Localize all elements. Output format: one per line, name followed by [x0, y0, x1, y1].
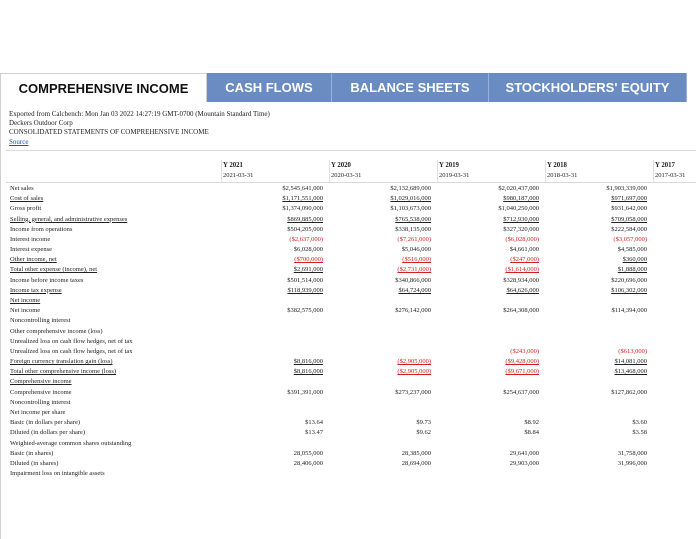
table-cell: $273,237,000: [395, 388, 431, 396]
table-cell: $931,642,000: [611, 205, 647, 213]
row-label: Income before income taxes: [10, 276, 84, 284]
table-cell: $3.60: [632, 419, 647, 427]
table-cell: $382,575,000: [287, 307, 323, 315]
table-cell: $64,626,000: [506, 286, 539, 294]
table-cell: $5,046,000: [401, 246, 431, 254]
table-cell: ($613,000): [618, 347, 647, 355]
table-cell: $127,862,000: [611, 388, 647, 396]
table-cell: $220,696,000: [611, 276, 647, 284]
table-cell: ($9,671,000): [505, 368, 539, 376]
table-row: [1, 328, 700, 336]
table-cell: $1,040,250,000: [498, 205, 539, 213]
row-label: Interest expense: [10, 246, 53, 254]
row-label: Cost of sales: [10, 195, 44, 203]
table-row: [1, 399, 700, 407]
table-row: [1, 409, 700, 417]
table-cell: ($1,614,000): [505, 266, 539, 274]
column-year-2019: Y 2019: [439, 162, 459, 169]
row-label: Diluted (in dollars per share): [10, 429, 86, 437]
table-cell: $6,028,000: [293, 246, 323, 254]
table-cell: $971,697,000: [611, 195, 647, 203]
row-label: Income from operations: [10, 225, 73, 233]
table-cell: $2,545,641,000: [282, 185, 323, 192]
table-cell: ($247,000): [510, 256, 539, 264]
row-label: Comprehensive income: [10, 388, 72, 396]
table-cell: $8.84: [524, 429, 539, 437]
row-label: Net sales: [10, 185, 34, 192]
table-cell: $254,637,000: [503, 388, 539, 396]
column-date-2018: 2018-03-31: [547, 172, 578, 179]
table-row: [1, 378, 700, 386]
table-row: [1, 317, 700, 325]
row-label: Selling, general, and administrative expenses: [10, 215, 128, 223]
table-cell: $869,885,000: [287, 215, 323, 223]
row-label: Total other expense (income), net: [10, 266, 98, 274]
table-row: [1, 266, 700, 274]
column-year-2021: Y 2021: [223, 162, 243, 169]
table-row: [1, 236, 700, 244]
row-label: Net income: [10, 307, 41, 315]
table-cell: $9.73: [416, 419, 431, 427]
table-cell: 28,694,000: [401, 459, 431, 467]
column-date-2017: 2017-03-31: [655, 172, 686, 179]
column-year-2020: Y 2020: [331, 162, 351, 169]
export-info: Exported from Calcbench: Mon Jan 03 2022 14:27:19 GMT-0700 (Mountain Standard Time): [9, 110, 270, 118]
column-divider: [653, 160, 654, 182]
statement-title: CONSOLIDATED STATEMENTS OF COMPREHENSIVE INCOME: [9, 128, 209, 136]
table-cell: $1,171,551,000: [282, 195, 323, 203]
tab-stockholders-equity[interactable]: STOCKHOLDERS' EQUITY: [489, 73, 687, 102]
table-cell: $64,724,000: [398, 286, 431, 294]
table-cell: ($3,057,000): [613, 235, 647, 243]
table-cell: $1,888,000: [617, 266, 647, 274]
table-cell: 31,758,000: [617, 449, 647, 457]
table-cell: $3.58: [632, 429, 647, 437]
table-cell: $222,584,000: [611, 225, 647, 233]
row-label: Interest income: [10, 235, 51, 243]
divider: [6, 150, 696, 151]
column-date-2021: 2021-03-31: [223, 172, 254, 179]
tab-comprehensive-income[interactable]: COMPREHENSIVE INCOME: [0, 73, 207, 102]
table-cell: $1,374,090,000: [282, 205, 323, 213]
table-row: [1, 246, 700, 254]
column-divider: [329, 160, 330, 182]
table-row: [1, 297, 700, 305]
table-cell: $2,691,000: [293, 266, 323, 274]
table-cell: ($243,000): [510, 347, 539, 355]
row-label: Net income: [10, 296, 41, 304]
table-cell: $712,930,000: [503, 215, 539, 223]
column-divider: [221, 160, 222, 182]
table-row: [1, 348, 700, 356]
table-cell: $327,320,000: [503, 225, 539, 233]
table-cell: $13.47: [305, 429, 323, 437]
table-cell: $276,142,000: [395, 307, 431, 315]
table-row: [1, 419, 700, 427]
table-cell: $504,205,000: [287, 225, 323, 233]
table-row: [1, 338, 700, 346]
row-label: Other income, net: [10, 256, 57, 264]
column-date-2019: 2019-03-31: [439, 172, 470, 179]
table-row: [1, 307, 700, 315]
table-cell: $13,468,000: [614, 368, 647, 376]
table-row: [1, 440, 700, 448]
table-row: [1, 389, 700, 397]
table-cell: $9.62: [416, 429, 431, 437]
table-cell: $4,661,000: [509, 246, 539, 254]
table-cell: $340,866,000: [395, 276, 431, 284]
table-row: [1, 460, 700, 468]
tab-balance-sheets[interactable]: BALANCE SHEETS: [332, 73, 489, 102]
table-cell: $391,391,000: [287, 388, 323, 396]
table-cell: 29,641,000: [509, 449, 539, 457]
column-divider: [545, 160, 546, 182]
table-cell: $8,816,000: [293, 358, 323, 366]
table-cell: ($7,261,000): [397, 235, 431, 243]
source-link[interactable]: Source: [9, 138, 29, 146]
row-label: Unrealized loss on cash flow hedges, net of tax: [10, 347, 133, 355]
tab-bar: [0, 73, 700, 102]
table-row: [1, 358, 700, 366]
tab-cash-flows[interactable]: CASH FLOWS: [207, 73, 332, 102]
table-cell: ($6,028,000): [505, 235, 539, 243]
table-cell: 29,903,000: [509, 459, 539, 467]
row-label: Unrealized loss on cash flow hedges, net of tax: [10, 337, 133, 345]
row-label: Noncontrolling interest: [10, 398, 71, 406]
table-cell: $13.64: [305, 419, 323, 427]
table-row: [1, 450, 700, 458]
table-cell: $338,135,000: [395, 225, 431, 233]
row-label: Net income per share: [10, 408, 66, 416]
table-cell: $4,585,000: [617, 246, 647, 254]
row-label: Comprehensive income: [10, 378, 72, 386]
column-year-2018: Y 2018: [547, 162, 567, 169]
table-cell: $2,132,689,000: [390, 185, 431, 192]
table-cell: $264,308,000: [503, 307, 539, 315]
row-label: Impairment loss on intangible assets: [10, 470, 105, 478]
table-cell: $1,903,339,000: [606, 185, 647, 192]
table-row: [1, 205, 700, 213]
table-cell: $118,939,000: [287, 286, 323, 294]
table-cell: $14,081,000: [614, 358, 647, 366]
row-label: Income tax expense: [10, 286, 62, 294]
company-name: Deckers Outdoor Corp: [9, 119, 73, 127]
table-cell: $980,187,000: [503, 195, 539, 203]
table-cell: ($2,905,000): [397, 368, 431, 376]
table-cell: $8.92: [524, 419, 539, 427]
row-label: Gross profit: [10, 205, 42, 213]
table-cell: ($516,000): [402, 256, 431, 264]
table-row: [1, 277, 700, 285]
table-cell: $360,000: [622, 256, 647, 264]
table-row: [1, 216, 700, 224]
table-cell: ($2,731,000): [397, 266, 431, 274]
table-cell: 31,996,000: [617, 459, 647, 467]
table-cell: $501,514,000: [287, 276, 323, 284]
tab-bar-edge: [687, 73, 700, 102]
table-row: [1, 368, 700, 376]
row-label: Basic (in shares): [10, 449, 54, 457]
table-row: [1, 226, 700, 234]
table-row: [1, 429, 700, 437]
table-row: [1, 287, 700, 295]
table-cell: $765,538,000: [395, 215, 431, 223]
row-label: Foreign currency translation gain (loss): [10, 358, 113, 366]
table-row: [1, 256, 700, 264]
table-cell: $1,103,673,000: [390, 205, 431, 213]
column-divider: [437, 160, 438, 182]
row-label: Diluted (in shares): [10, 459, 59, 467]
table-cell: $709,058,000: [611, 215, 647, 223]
row-label: Other comprehensive income (loss): [10, 327, 103, 335]
table-cell: $328,934,000: [503, 276, 539, 284]
column-year-2017: Y 2017: [655, 162, 675, 169]
table-cell: 28,385,000: [401, 449, 431, 457]
statement-document: [0, 102, 700, 539]
row-label: Basic (in dollars per share): [10, 419, 81, 427]
table-row: [1, 195, 700, 203]
table-cell: ($700,000): [294, 256, 323, 264]
table-cell: ($2,905,000): [397, 358, 431, 366]
table-cell: $1,029,016,000: [390, 195, 431, 203]
table-row: [1, 185, 700, 193]
table-cell: ($2,637,000): [289, 235, 323, 243]
table-cell: $106,302,000: [611, 286, 647, 294]
column-date-2020: 2020-03-31: [331, 172, 362, 179]
table-cell: $8,816,000: [293, 368, 323, 376]
row-label: Total other comprehensive income (loss): [10, 368, 117, 376]
header-divider: [6, 182, 696, 183]
table-cell: $2,020,437,000: [498, 185, 539, 192]
table-row: [1, 470, 700, 478]
table-cell: 28,406,000: [293, 459, 323, 467]
table-cell: 28,055,000: [293, 449, 323, 457]
table-cell: ($9,428,000): [505, 358, 539, 366]
row-label: Noncontrolling interest: [10, 317, 71, 325]
table-cell: $114,394,000: [611, 307, 647, 315]
row-label: Weighted-average common shares outstanding: [10, 439, 132, 447]
